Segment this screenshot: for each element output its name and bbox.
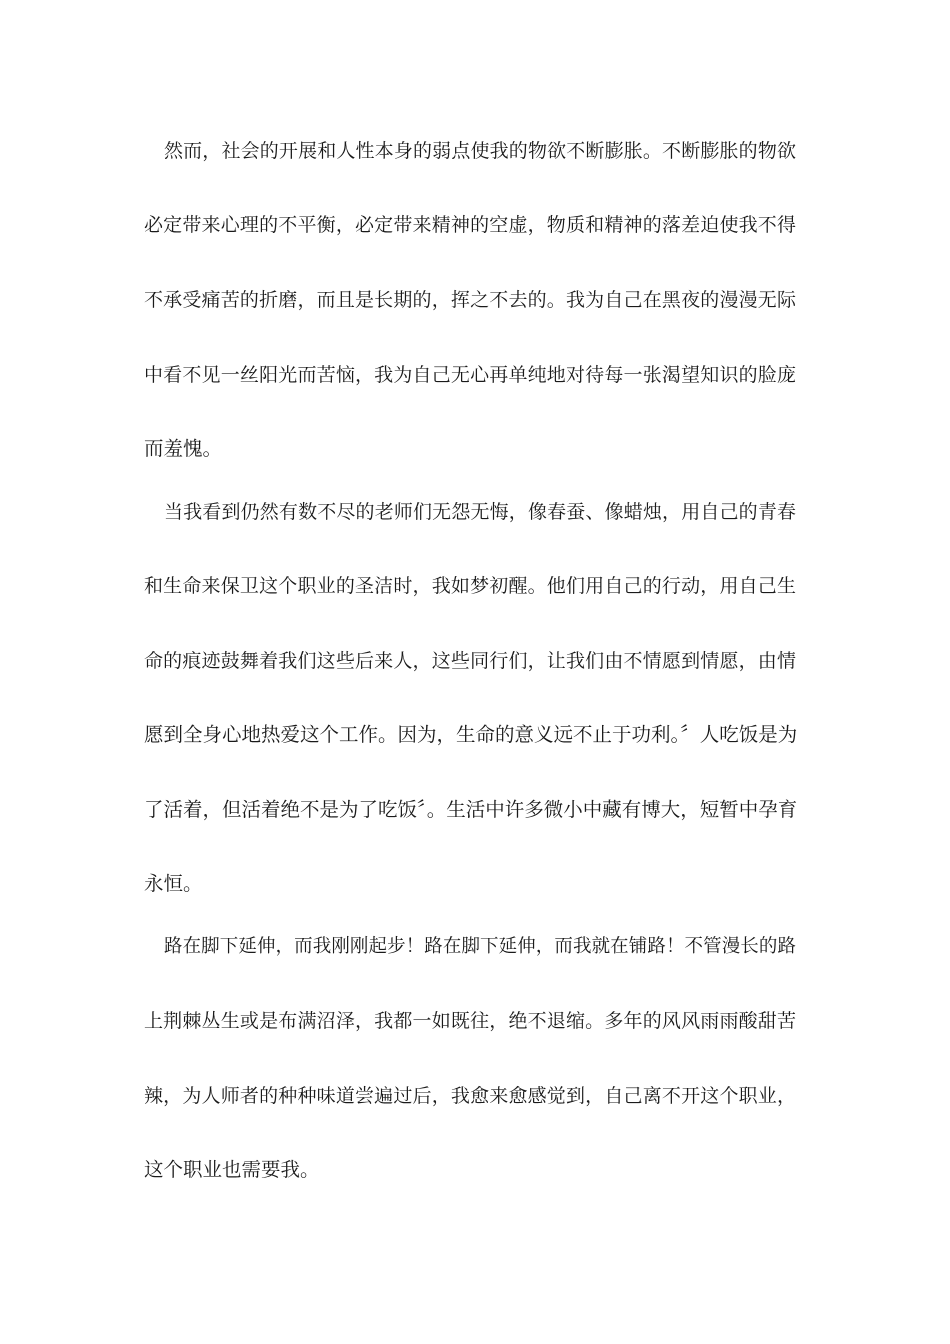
text-line: 路在脚下延伸，而我刚刚起步！路在脚下延伸，而我就在铺路！不管漫长的路 (164, 936, 796, 957)
text-line: 上荆棘丛生或是布满沼泽，我都一如既往，绝不退缩。多年的风风雨雨酸甜苦 (144, 1010, 796, 1032)
text-line: 和生命来保卫这个职业的圣洁时，我如梦初醒。他们用自己的行动，用自己生 (144, 575, 796, 597)
text-line: 而羞愧。 (144, 437, 223, 460)
text-line: 辣，为人师者的种种味道尝遍过后，我愈来愈感觉到，自己离不开这个职业， (144, 1085, 796, 1107)
text-line: 必定带来心理的不平衡，必定带来精神的空虚，物质和精神的落差迫使我不得 (144, 214, 796, 236)
text-line: 当我看到仍然有数不尽的老师们无怨无悔，像春蚕、像蜡烛，用自己的青春 (164, 501, 796, 523)
text-line: 了活着，但活着绝不是为了吃饭〞。生活中许多微小中藏有博大，短暂中孕育 (144, 798, 798, 821)
text-line: 不承受痛苦的折磨，而且是长期的，挥之不去的。我为自己在黑夜的漫漫无际 (144, 289, 796, 311)
text-line: 然而，社会的开展和人性本身的弱点使我的物欲不断膨胀。不断膨胀的物欲 (164, 140, 796, 162)
text-line: 中看不见一丝阳光而苦恼，我为自己无心再单纯地对待每一张渴望知识的脸庞 (144, 364, 796, 386)
text-line: 这个职业也需要我。 (144, 1158, 320, 1181)
text-line: 愿到全身心地热爱这个工作。因为，生命的意义远不止于功利。〞人吃饭是为 (144, 723, 798, 746)
text-line: 永恒。 (144, 872, 203, 895)
text-line: 命的痕迹鼓舞着我们这些后来人，这些同行们，让我们由不情愿到情愿，由情 (144, 650, 796, 672)
